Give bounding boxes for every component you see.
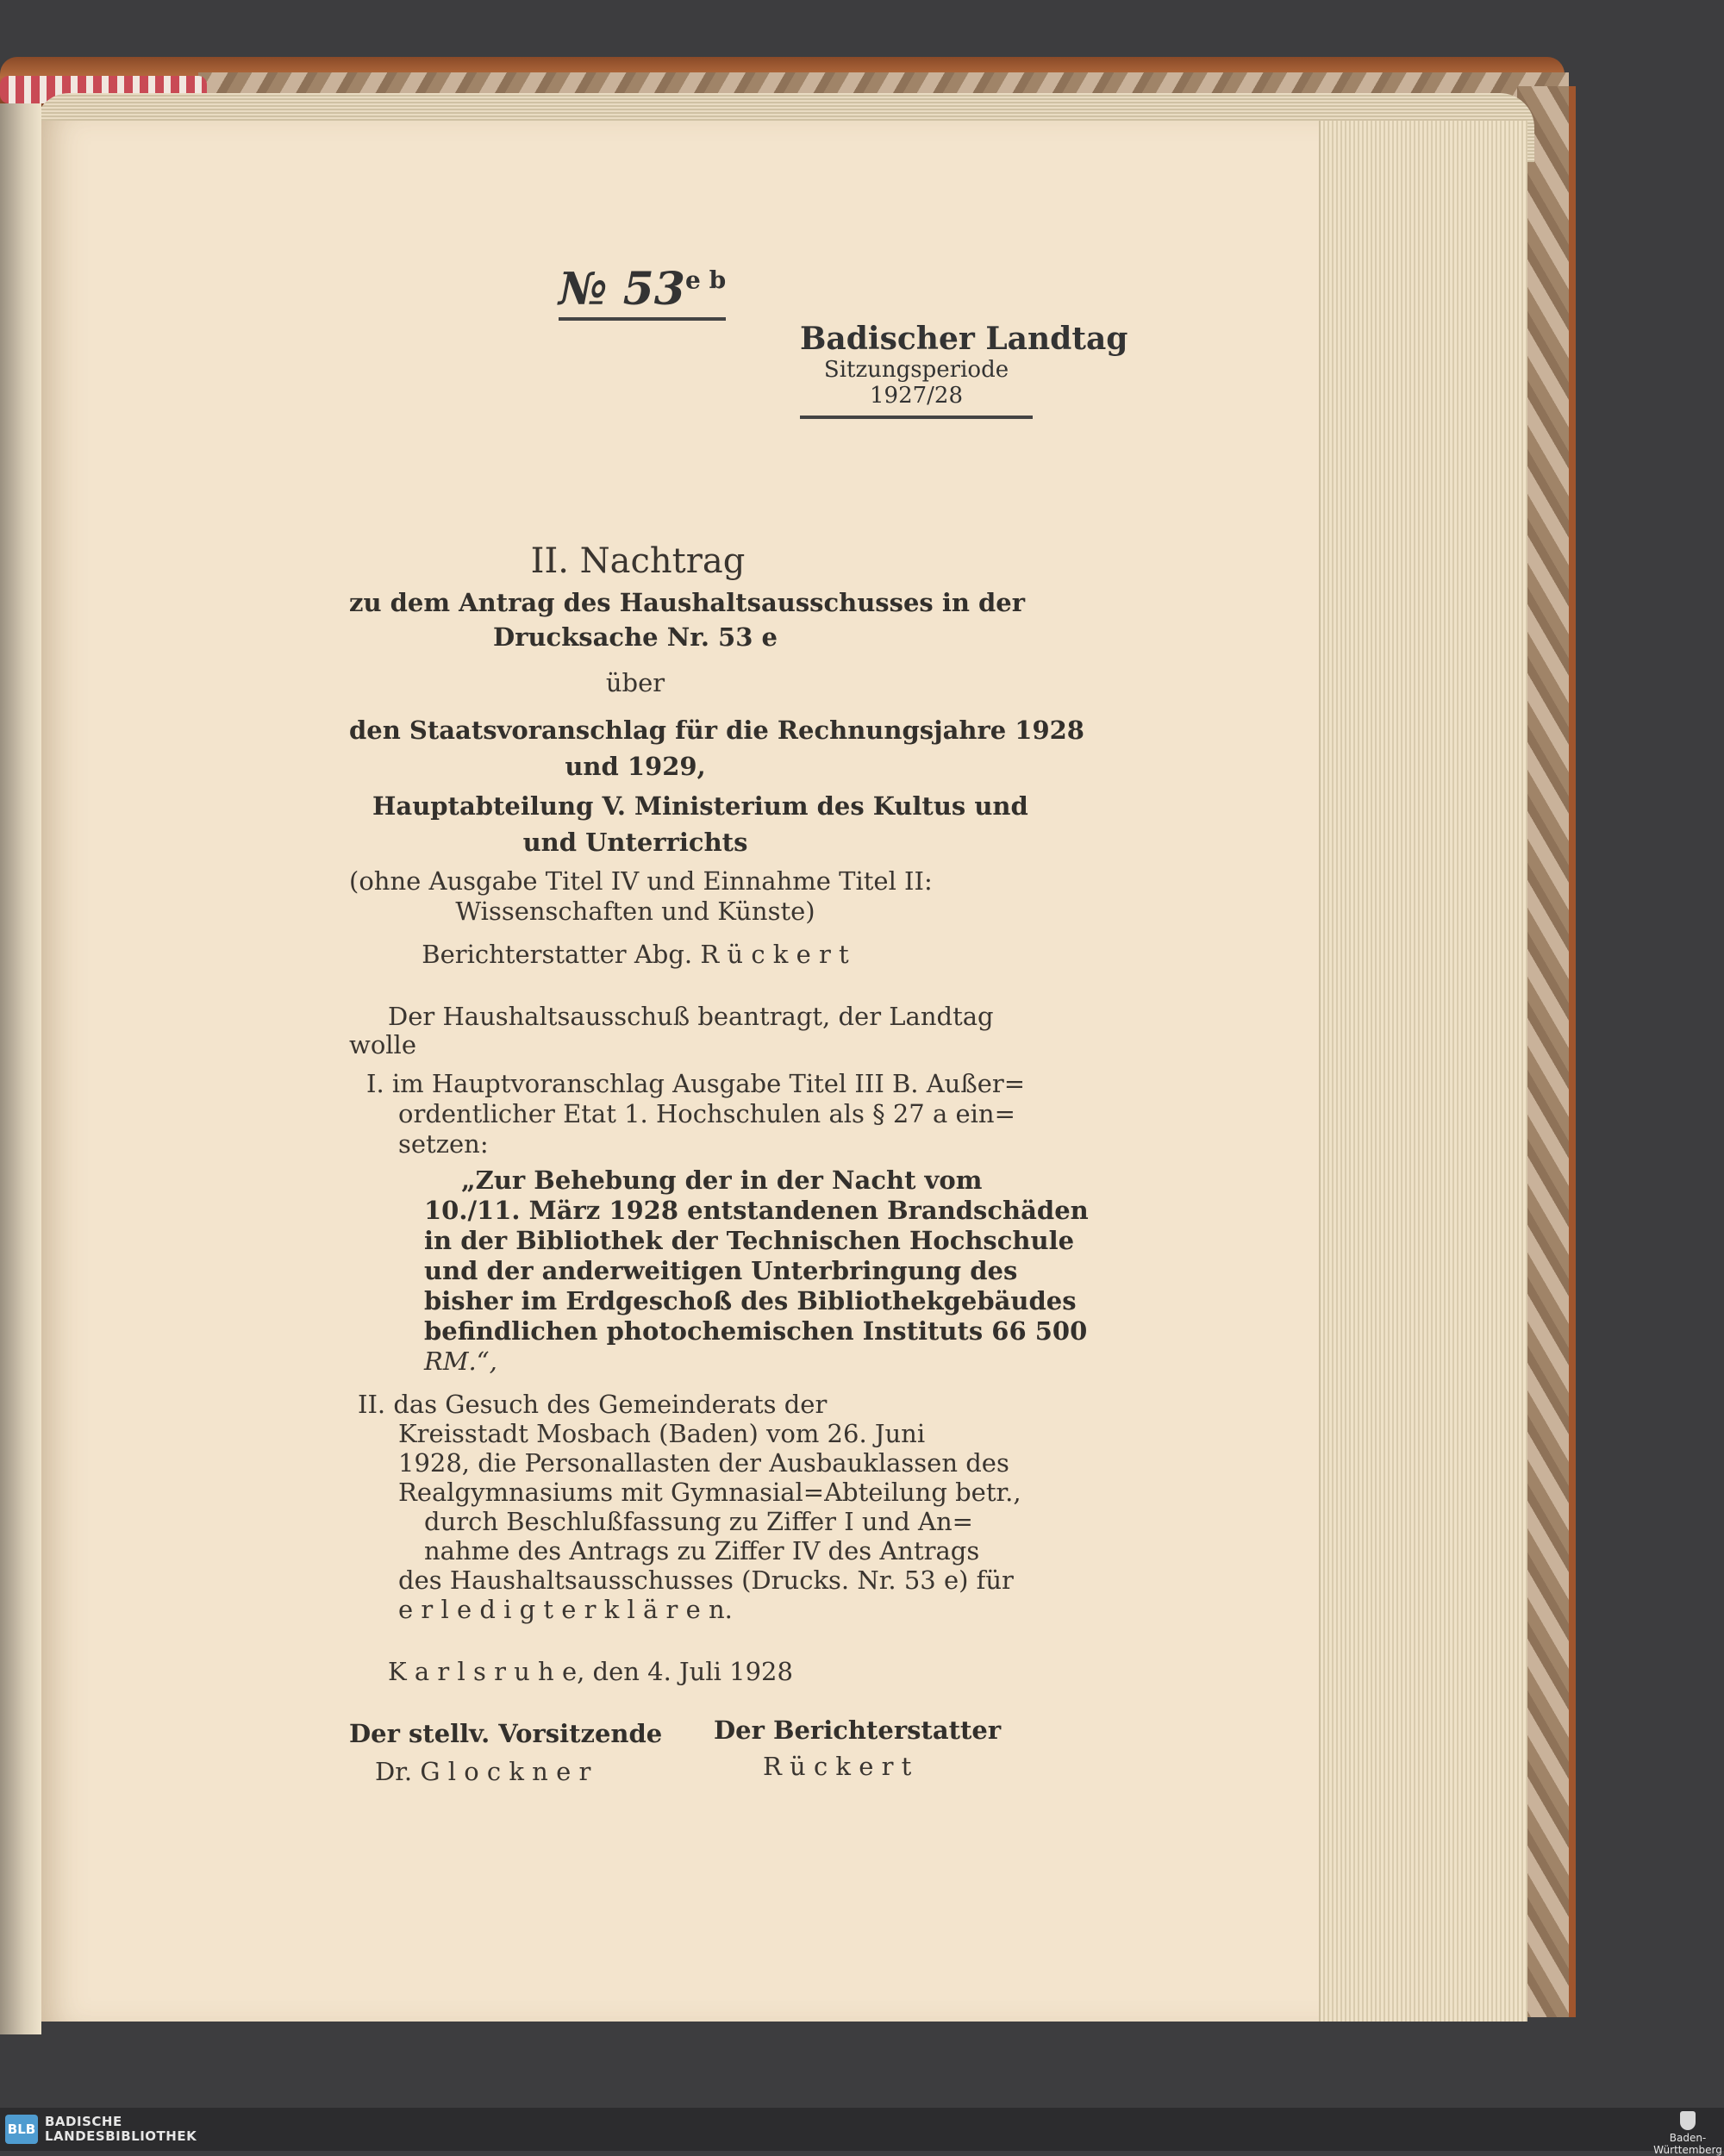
item1-line2: ordentlicher Etat 1. Hochschulen als § 27 a ein= — [398, 1099, 1015, 1128]
intro-line1: Der Haushaltsausschuß beantragt, der Landtag — [388, 1002, 994, 1031]
page-edges-right — [1319, 121, 1527, 2022]
quote-line6: befindlichen photochemischen Instituts 66 500 — [424, 1316, 1088, 1346]
left-page-edge — [0, 103, 41, 2034]
stamp-rule — [800, 416, 1033, 419]
coat-of-arms-icon — [1680, 2111, 1696, 2130]
quote-line3: in der Bibliothek der Technischen Hochschule — [424, 1226, 1075, 1255]
library-name-line2: LANDESBIBLIOTHEK — [45, 2128, 197, 2144]
reporter-line: Berichterstatter Abg. R ü c k e r t — [422, 940, 849, 969]
document-number-suffix: e b — [685, 266, 727, 295]
item2-line5: durch Beschlußfassung zu Ziffer I und An= — [424, 1507, 973, 1536]
quote-line7: RM.“, — [424, 1347, 497, 1376]
topic-line4: und Unterrichts — [522, 828, 748, 857]
item2-line1: II. das Gesuch des Gemeinderats der — [358, 1390, 828, 1419]
signature-left-name: Dr. G l o c k n e r — [375, 1757, 591, 1786]
scope-line2: Wissenschaften und Künste) — [455, 897, 815, 926]
library-name-line1: BADISCHE — [45, 2114, 122, 2129]
item2-line7: des Haushaltsausschusses (Drucks. Nr. 53 e) für — [398, 1565, 1014, 1595]
topic-line2: und 1929, — [565, 752, 706, 781]
item2-line4: Realgymnasiums mit Gymnasial=Abteilung betr., — [398, 1478, 1021, 1507]
document-title: II. Nachtrag — [530, 541, 746, 581]
topic-line1: den Staatsvoranschlag für die Rechnungsjahre 1928 — [349, 716, 1084, 745]
scope-line1: (ohne Ausgabe Titel IV und Einnahme Titel II: — [349, 866, 933, 896]
place-date: K a r l s r u h e, den 4. Juli 1928 — [388, 1657, 793, 1686]
subtitle-line1: zu dem Antrag des Haushaltsausschusses in der — [349, 588, 1026, 617]
footer-bar — [0, 2108, 1724, 2156]
item2-line8: e r l e d i g t e r k l ä r e n. — [398, 1595, 733, 1624]
stamp-line2: Sitzungsperiode — [823, 357, 1009, 383]
baden-wuerttemberg-logo[interactable] — [1653, 2111, 1722, 2156]
topic-line3: Hauptabteilung V. Ministerium des Kultus und — [372, 791, 1028, 821]
stamp-line1: Badischer Landtag — [800, 321, 1128, 357]
ueber-label: über — [605, 668, 665, 697]
item2-line3: 1928, die Personallasten der Ausbauklassen des — [398, 1448, 1009, 1478]
state-label: Baden-Württemberg — [1653, 2132, 1722, 2156]
intro-line2: wolle — [349, 1030, 416, 1059]
signature-left-title: Der stellv. Vorsitzende — [349, 1719, 663, 1748]
quote-line4: und der anderweitigen Unterbringung des — [424, 1256, 1018, 1285]
quote-line2: 10./11. März 1928 entstandenen Brandschäden — [424, 1196, 1089, 1225]
item2-line2: Kreisstadt Mosbach (Baden) vom 26. Juni — [398, 1419, 926, 1448]
signature-right-title: Der Berichterstatter — [714, 1715, 1002, 1745]
quote-line1: „Zur Behebung der in der Nacht vom — [461, 1165, 983, 1195]
landtag-stamp — [800, 321, 1128, 419]
item1-line3: setzen: — [398, 1129, 489, 1159]
blb-logo-badge[interactable]: BLB — [5, 2115, 38, 2144]
subtitle-line2: Drucksache Nr. 53 e — [493, 622, 778, 652]
quote-line5: bisher im Erdgeschoß des Bibliothekgebäudes — [424, 1286, 1077, 1315]
item2-line6: nahme des Antrags zu Ziffer IV des Antrags — [424, 1536, 980, 1565]
document-number: № $53^{e b}$ — [559, 263, 726, 321]
library-name[interactable] — [45, 2115, 197, 2144]
signature-right-name: R ü c k e r t — [763, 1752, 912, 1781]
stamp-line3: 1927/28 — [869, 383, 963, 409]
item1-line1: I. im Hauptvoranschlag Ausgabe Titel III B. Außer= — [366, 1069, 1026, 1098]
